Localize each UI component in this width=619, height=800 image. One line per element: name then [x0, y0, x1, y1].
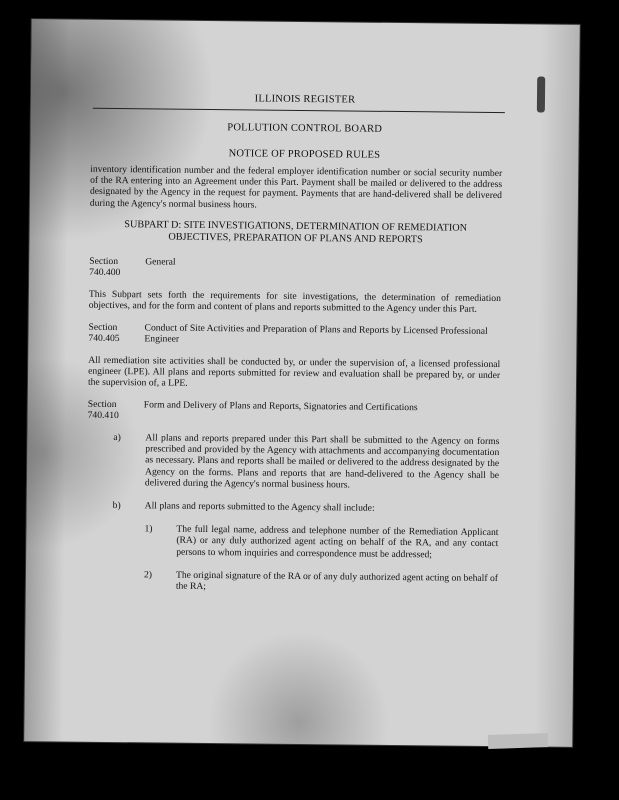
- section-number: Section 740.400: [89, 255, 121, 279]
- sub-list-item: [144, 524, 498, 561]
- section-title: Conduct of Site Activities and Preparation of Plans and Reports by Licensed Professional Engineer: [144, 321, 488, 345]
- section-heading: [88, 321, 500, 348]
- section-heading: [89, 256, 501, 283]
- board-title: POLLUTION CONTROL BOARD: [227, 122, 383, 135]
- intro-paragraph: inventory identification number and the federal employer identification number or social security number of the RA entering into an Agreement under this Part. Payment shall be mailed or delivered to the address designated by the Agency in the request for payment. Payments that are hand-delivered shall be delivered during the Agency's normal business hours.: [89, 163, 503, 211]
- list-item: [87, 500, 499, 516]
- list-item: [87, 432, 500, 492]
- section-heading: [88, 398, 500, 425]
- subpart-heading-line1: SUBPART D: SITE INVESTIGATIONS, DETERMINATION OF REMEDIATION: [124, 218, 468, 234]
- sub-list-item-text: The original signature of the RA or of any duly authorized agent acting on behalf of the RA;: [175, 569, 499, 593]
- sub-list-item-marker: 2): [143, 569, 153, 581]
- section-number: Section 740.405: [88, 321, 120, 344]
- section-text: This Subpart sets forth the requirements for site investigations, the determination of remediation objectives, and for the form and content of plans and reports submitted to the Agency under this Part.: [88, 288, 501, 316]
- section-number: Section 740.410: [87, 398, 119, 421]
- header-rule: [93, 108, 505, 113]
- notice-title: NOTICE OF PROPOSED RULES: [228, 148, 381, 161]
- list-item-text: All plans and reports submitted to the Agency shall include:: [144, 500, 375, 514]
- section-text: All remediation site activities shall be conducted by, or under the supervision of, a licensed professional engineer (LPE). All plans and reports submitted for review and evaluation shall be prepared by, or under the supervision of, a LPE.: [87, 354, 501, 390]
- document-body: [86, 164, 503, 608]
- list-item-text: All plans and reports prepared under this Part shall be submitted to the Agency on forms prescribed and provided by the Agency with attachments and accompanying documentation as necessary. Plans and reports shall be mailed or delivered to the address designated by the Agency on the forms. Plans and reports that are hand-delivered to the Agency shall be delivered during the Agency's normal business hours.: [144, 432, 500, 491]
- sub-list-item-marker: 1): [144, 523, 153, 535]
- subpart-heading-line2: OBJECTIVES, PREPARATION OF PLANS AND REPORTS: [168, 231, 423, 246]
- sub-list-item-text: The full legal name, address and telephone number of the Remediation Applicant (RA) or any duly authorized agent acting on behalf of the RA, and any contact persons to whom inquiries and correspondence must be addressed;: [176, 523, 499, 561]
- section-title: General: [145, 256, 176, 268]
- document-page: [24, 19, 580, 747]
- list-item-marker: a): [113, 432, 121, 444]
- register-title: ILLINOIS REGISTER: [254, 93, 356, 106]
- page-bottom-edge: [488, 733, 548, 749]
- subpart-heading: [89, 219, 501, 248]
- section-title: Form and Delivery of Plans and Reports, Signatories and Certifications: [143, 398, 418, 413]
- list-item-marker: b): [112, 500, 121, 512]
- sub-list-item: [144, 569, 498, 595]
